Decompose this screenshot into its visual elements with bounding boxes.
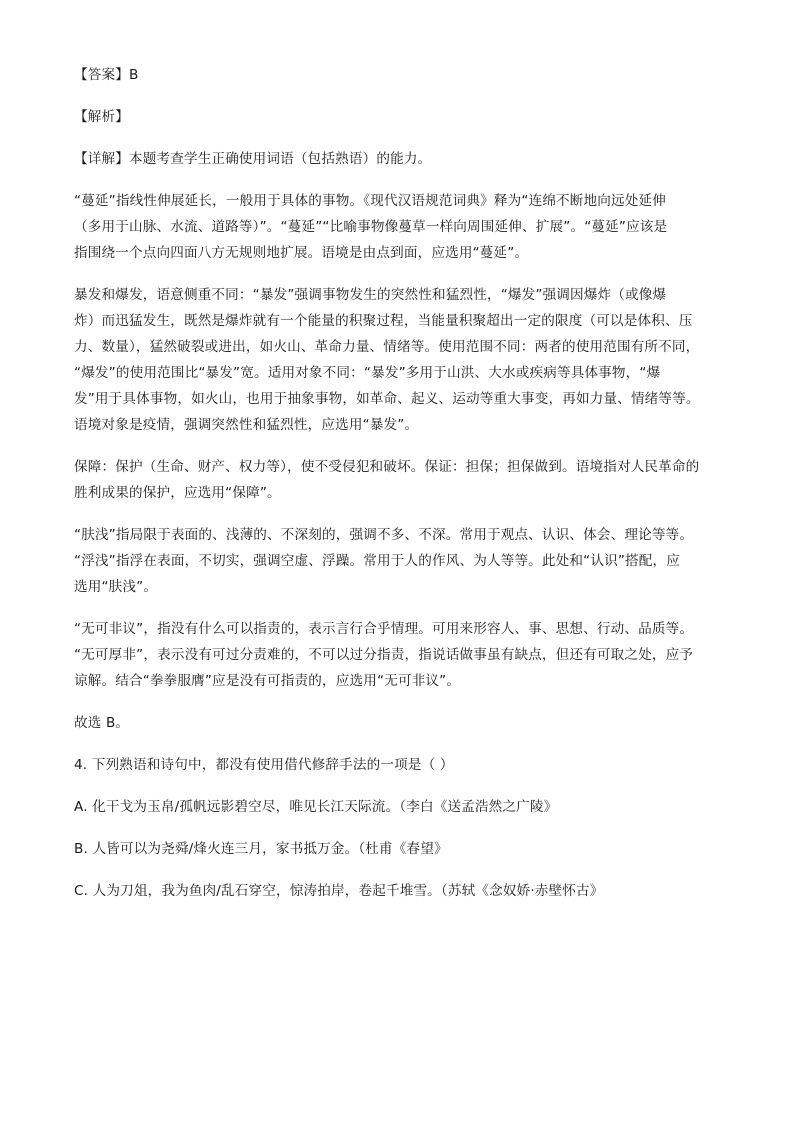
question-stem [74, 752, 708, 778]
paragraph-fuqian [74, 522, 708, 600]
paragraph-line: 选用“肤浅”。 [74, 579, 158, 595]
option-text: 人为刀俎，我为鱼肉/乱石穿空，惊涛拍岸，卷起千堆雪。（苏轼《念奴娇·赤壁怀古》 [92, 883, 604, 899]
detail-line [74, 146, 708, 172]
question-number: 4. [74, 757, 88, 773]
analysis-tag: 【解析】 [74, 109, 129, 125]
answer-line [74, 62, 708, 88]
option-text: 人皆可以为尧舜/烽火连三月，家书抵万金。（杜甫《春望》 [92, 841, 448, 857]
paragraph-line: 谅解。结合“拳拳服膺”应是没有可指责的，应选用“无可非议”。 [74, 673, 461, 689]
paragraph-line: 语境对象是疫情，强调突然性和猛烈性，应选用“暴发”。 [74, 417, 419, 433]
paragraph-line: 发”用于具体事物，如火山，也用于抽象事物，如革命、起义、运动等重大事变，再如力量、情绪等等。 [74, 391, 700, 407]
answer-value: B [128, 67, 139, 83]
paragraph-line: “无可非议”，指没有什么可以指责的，表示言行合乎情理。可用来形容人、事、思想、行动、品质等。 [74, 621, 694, 637]
option-label: B. [74, 841, 88, 857]
paragraph-line: “浮浅”指浮在表面，不切实，强调空虚、浮躁。常用于人的作风、为人等等。此处和“认识”搭配，应 [74, 553, 681, 569]
paragraph-line: 力、数量），猛然破裂或进出，如火山、革命力量、情绪等。使用范围不同：两者的使用范围有所不同， [74, 339, 700, 355]
paragraph-line: “无可厚非”，表示没有可过分责难的，不可以过分指责，指说话做事虽有缺点，但还有可取之处，应予 [74, 647, 694, 663]
option-c [74, 878, 708, 904]
option-a [74, 794, 708, 820]
paragraph-baofa [74, 282, 708, 438]
option-text: 化干戈为玉帛/孤帆远影碧空尽，唯见长江天际流。（李白《送孟浩然之广陵》 [92, 799, 558, 815]
detail-text: 本题考查学生正确使用词语（包括熟语）的能力。 [128, 151, 432, 167]
paragraph-manyan [74, 188, 708, 266]
paragraph-line: 指围绕一个点向四面八方无规则地扩展。语境是由点到面，应选用“蔓延”。 [74, 245, 529, 261]
option-b [74, 836, 708, 862]
paragraph-line: （多用于山脉、水流、道路等）”。“蔓延”“比喻事物像蔓草一样向周围延伸、扩展”。“蔓延”应该是 [74, 219, 668, 235]
paragraph-line: “肤浅”指局限于表面的、浅薄的、不深刻的，强调不多、不深。常用于观点、认识、体会、理论等等。 [74, 527, 694, 543]
answer-tag: 【答案】 [74, 67, 129, 83]
detail-tag: 【详解】 [74, 151, 129, 167]
paragraph-line: 炸）而迅猛发生，既然是爆炸就有一个能量的积聚过程，当能量积聚超出一定的限度（可以是体积、压 [74, 313, 693, 329]
paragraph-line: 胜利成果的保护，应选用“保障”。 [74, 485, 281, 501]
question-stem-text: 下列熟语和诗句中，都没有使用借代修辞手法的一项是（ ） [91, 757, 454, 773]
paragraph-line: 保障：保护（生命、财产、权力等），使不受侵犯和破坏。保证：担保；担保做到。语境指对人民革命的 [74, 459, 700, 475]
option-label: A. [74, 799, 88, 815]
paragraph-line: “爆发”的使用范围比“暴发”宽。适用对象不同：“暴发”多用于山洪、大水或疾病等具体事物，“爆 [74, 365, 661, 381]
paragraph-line: 暴发和爆发，语意侧重不同：“暴发”强调事物发生的突然性和猛烈性，“爆发”强调因爆炸（或像爆 [74, 287, 667, 303]
option-label: C. [74, 883, 89, 899]
paragraph-line: “蔓延”指线性伸展延长，一般用于具体的事物。《现代汉语规范词典》释为“连绵不断地向远处延伸 [74, 193, 667, 209]
conclusion-line: 故选 B。 [74, 715, 130, 731]
paragraph-wukefeiyi [74, 616, 708, 694]
paragraph-baozhang [74, 454, 708, 506]
analysis-line [74, 104, 708, 130]
